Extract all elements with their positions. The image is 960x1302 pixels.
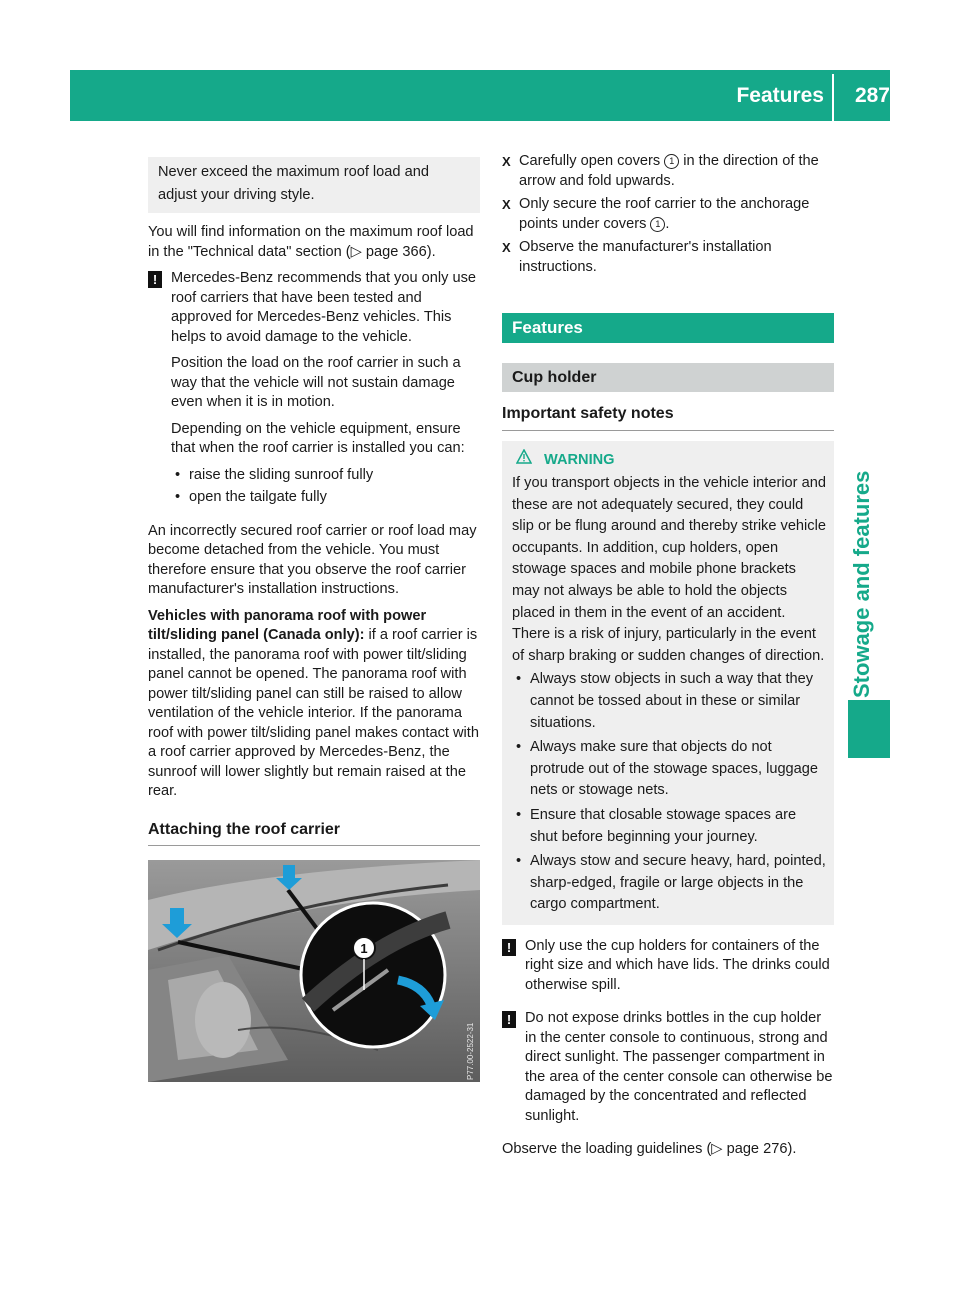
list-item: • raise the sliding sunroof fully	[189, 466, 480, 486]
exclamation-icon: !	[502, 939, 516, 956]
callout-1-icon: 1	[650, 217, 665, 232]
caution-notice	[148, 269, 480, 515]
note-text: Never exceed the maximum roof load and adjust your driving style.	[158, 164, 429, 203]
info-paragraph: You will find information on the maximum roof load in the "Technical data" section (▷ page 366).	[148, 224, 474, 260]
features-band: Features	[502, 313, 834, 343]
warning-bullets	[512, 669, 826, 916]
roof-carrier-figure	[148, 860, 480, 1082]
warning-triangle-icon	[516, 449, 532, 472]
notice-spill	[502, 937, 834, 1003]
right-column	[502, 152, 834, 1167]
page-number: 287	[854, 84, 890, 107]
caution-text-3: Depending on the vehicle equipment, ensure that when the roof carrier is installed you can:	[171, 420, 465, 456]
list-item: • Always stow and secure heavy, hard, pointed, sharp-edged, fragile or large objects in the cargo compartment.	[530, 851, 826, 916]
note-box	[148, 157, 480, 213]
notice-sunlight-text: Do not expose drinks bottles in the cup holder in the center console to continuous, strong and direct sunlight. The passenger compartment in the area of the center console can otherwise be damaged by the concentrated and reflected sunlight.	[525, 1010, 833, 1124]
warning-box	[502, 441, 834, 925]
side-tab-marker	[848, 700, 890, 758]
roof-carrier-illustration	[148, 860, 480, 1082]
figure-code: P77.00-2522-31	[466, 1022, 475, 1080]
step-item: X Observe the manufacturer's installation instructions.	[519, 238, 834, 277]
list-item: • Always stow objects in such a way that they cannot be tossed about in these or similar situations.	[530, 669, 826, 734]
steps-list	[502, 152, 834, 277]
notice-sunlight	[502, 1009, 834, 1133]
cup-holder-band: Cup holder	[502, 363, 834, 393]
warning-text: If you transport objects in the vehicle interior and these are not adequately secured, they could slip or be flung around and thereby strike vehicle occupants. In addition, cup holders, open stowage spaces and mobile phone brackets may not always be able to hold the objects placed in them in the event of an accident. There is a risk of injury, particularly in the event of sharp braking or sudden changes of direction.	[512, 475, 826, 664]
secured-paragraph: An incorrectly secured roof carrier or roof load may become detached from the vehicle. You must therefore ensure that you observe the roof carrier manufacturer's installation instructions.	[148, 522, 477, 597]
left-column	[148, 157, 480, 1082]
step-item: X Carefully open covers 1 in the direction of the arrow and fold upwards.	[519, 152, 834, 191]
panorama-text: if a roof carrier is installed, the panorama roof with power tilt/sliding panel cannot be opened. The panorama roof with power tilt/sliding panel can still be raised to allow ventilation of the vehicle interior. If the panorama roof with power tilt/sliding panel makes contact with a roof carrier approved by Mercedes-Benz, the sunroof will lower slightly but remain raised at the rear.	[148, 627, 479, 799]
warning-title: WARNING	[512, 449, 826, 472]
list-item: • Always make sure that objects do not protrude out of the stowage spaces, luggage nets or stowage nets.	[530, 737, 826, 802]
callout-number: 1	[360, 941, 368, 956]
heading-safety-notes: Important safety notes	[502, 404, 834, 431]
step-item: X Only secure the roof carrier to the anchorage points under covers 1 .	[519, 195, 834, 234]
caution-text-2: Position the load on the roof carrier in such a way that the vehicle will not sustain damage even when it is in motion.	[171, 355, 461, 410]
caution-bullets	[171, 466, 480, 508]
notice-spill-text: Only use the cup holders for containers of the right size and which have lids. The drinks could otherwise spill.	[525, 937, 830, 993]
callout-1-icon: 1	[664, 154, 679, 169]
closing-paragraph: Observe the loading guidelines (▷ page 276).	[502, 1141, 797, 1158]
panorama-paragraph	[148, 607, 480, 802]
heading-attach: Attaching the roof carrier	[148, 820, 480, 847]
header-divider	[832, 74, 834, 124]
exclamation-icon: !	[502, 1011, 516, 1028]
list-item: • open the tailgate fully	[189, 488, 480, 508]
exclamation-icon: !	[148, 271, 162, 288]
section-title: Features	[736, 84, 824, 107]
panorama-lead: Vehicles with panorama roof with power tilt/sliding panel (Canada only):	[148, 607, 427, 643]
list-item: • Ensure that closable stowage spaces are shut before beginning your journey.	[530, 805, 826, 848]
caution-text-1: Mercedes-Benz recommends that you only use roof carriers that have been tested and approved for Mercedes-Benz vehicles. This helps to avoid damage to the vehicle.	[171, 270, 476, 345]
